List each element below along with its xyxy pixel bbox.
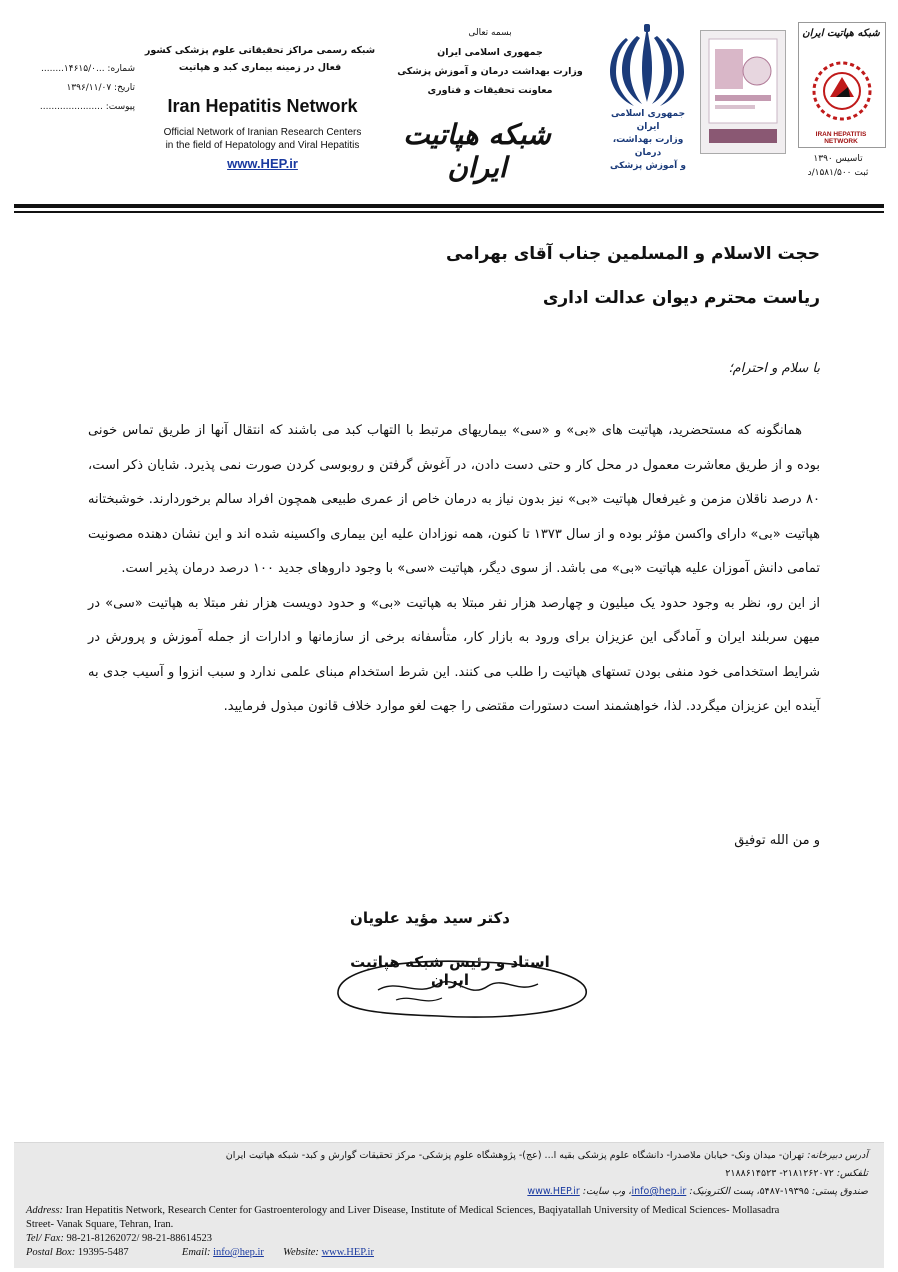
stamp-artwork-icon	[701, 31, 785, 153]
ministry-heading	[385, 24, 595, 100]
footer-pobox-label-fa: صندوق پستی:	[811, 1186, 868, 1197]
network-fa-line2: فعال در زمینه بیماری کبد و هپاتیت	[178, 62, 342, 73]
footer-phone-label-fa: تلفکس:	[836, 1168, 868, 1179]
footer-contact-en	[26, 1246, 374, 1259]
registration-info	[790, 152, 886, 180]
footer-email-label-en: Email:	[181, 1247, 211, 1258]
emblem-caption-line2: وزارت بهداشت، درمان	[612, 135, 684, 158]
footer-address-fa	[226, 1150, 868, 1161]
signatory-name: دکتر سید مؤید علویان	[350, 909, 510, 927]
footer-pobox-value-fa: ۱۹۳۹۵-۵۴۸۷	[759, 1186, 809, 1197]
letter-number: شماره: ...۱۴۶۱۵/۰........	[41, 64, 135, 74]
logo-caption-en: IRAN HEPATITIS NETWORK	[815, 131, 867, 145]
footer-phone-fa	[725, 1168, 868, 1179]
logo-calligraphy: شبکه هپاتیت ایران	[802, 28, 880, 39]
bismillah: بسمه تعالی	[468, 28, 512, 38]
ministry-line1: جمهوری اسلامی ایران	[437, 47, 543, 58]
network-description-fa	[140, 42, 380, 76]
network-logo-icon	[799, 23, 885, 147]
network-subtitle-en	[140, 126, 385, 152]
footer-email-label-fa: پست الکترونیک:	[689, 1186, 754, 1197]
greeting: با سلام و احترام؛	[728, 361, 820, 376]
footer-address-value-fa: تهران- میدان ونک- خیابان ملاصدرا- دانشگاه علوم پزشکی بقیه ا... (عج)- پژوهشگاه علوم پزشکی- مرکز تحقیقات گوارش و کبد- شبکه هپاتیت ایران	[225, 1150, 805, 1161]
emblem-caption-line3: و آموزش پزشکی	[610, 161, 686, 171]
letter-date: تاریخ: ۱۳۹۶/۱۱/۰۷	[66, 83, 135, 93]
ministry-line3: معاونت تحقیقات و فناوری	[427, 85, 553, 96]
closing-line: و من الله توفیق	[734, 833, 820, 848]
network-website-link[interactable]: www.HEP.ir	[227, 156, 298, 171]
footer-email-link-en[interactable]: info@hep.ir	[213, 1247, 264, 1258]
letter-reference	[30, 60, 135, 117]
paragraph-1: همانگونه که مستحضرید، هپاتیت های «بی» و «سی» بیماریهای مرتبط با التهاب کبد می باشند که انتقال آنها از طریق تماس خونی بوده و از طریق معاشرت معمول در محل کار و حتی دست دادن، در آغوش گرفتن و روبوسی کردن صورت نمی پذیرد. شایان ذکر است، ۸۰ درصد ناقلان مزمن و غیرفعال هپاتیت «بی» نیز بدون نیاز به درمان خاص از عمری طبیعی همچون افراد سالم برخوردارند. خوشبختانه هپاتیت «بی» دارای واکسن مؤثر بوده و از سال ۱۳۷۳ تا کنون، همه نوزادان علیه این بیماری واکسینه شده اند و این نشان دهنده مصونیت تمامی دانش آموزان علیه هپاتیت «بی» می باشد. از سوی دیگر، هپاتیت «سی» با وجود داروهای جدید ۱۰۰ درصد درمان پذیر است.	[88, 423, 820, 576]
addressee-line2: ریاست محترم دیوان عدالت اداری	[542, 288, 820, 308]
footer-address-value-en: Iran Hepatitis Network, Research Center for Gastroenterology and Liver Disease, Institute of Medical Sciences, Baqiyatallah University of Medical Sciences- Mollasadra	[65, 1205, 780, 1216]
founded-year: تاسیس ۱۳۹۰	[813, 154, 863, 164]
footer-address-en-line1	[26, 1204, 779, 1217]
footer-address-label-fa: آدرس دبیرخانه:	[807, 1150, 868, 1161]
footer-tel-en	[26, 1232, 212, 1245]
footer-address-label-en: Address:	[26, 1205, 63, 1216]
footer-web-label-fa: وب سایت:	[582, 1186, 626, 1197]
letter-body	[88, 414, 820, 725]
handwritten-signature	[318, 954, 598, 1024]
network-fa-line1: شبکه رسمی مراکز تحقیقاتی علوم پزشکی کشور	[144, 45, 376, 56]
footer-pobox-label-en: Postal Box:	[26, 1247, 76, 1258]
emblem-caption-line1: جمهوری اسلامی ایران	[610, 109, 686, 132]
footer-pobox-value-en: 19395-5487	[77, 1247, 129, 1258]
paragraph-2: از این رو، نظر به وجود حدود یک میلیون و چهارصد هزار نفر مبتلا به هپاتیت «بی» و حدود دویست هزار نفر مبتلا به هپاتیت «سی» در میهن سربلند ایران و آمادگی این عزیزان برای ورود به بازار کار، متأسفانه برخی از سازمانها و ادارات از جمله آموزش و پرورش در شرایط استخدامی خود منفی بودن تستهای هپاتیت را طلب می کنند. این شرط استخدام مبنای علمی ندارد و سبب انزوا و آسیب جدی به آینده این عزیزان میگردد. لذا، خواهشمند است دستورات مقتضی را جهت لغو موارد خلاف قانون مبذول فرمایید.	[88, 595, 820, 714]
footer-contact-fa: صندوق پستی: ۱۹۳۹۵-۵۴۸۷، پست الکترونیک: info@hep.ir، وب سایت: www.HEP.ir	[527, 1186, 868, 1197]
header-divider-thick	[14, 204, 884, 208]
footer-web-link-en[interactable]: www.HEP.ir	[321, 1247, 374, 1258]
letter-attachment: پیوست: ......................	[39, 102, 135, 112]
signatory-title: استاد و رئیس شبکه هپاتیت ایران	[350, 953, 550, 989]
postage-stamp-image	[700, 30, 786, 154]
hepatitis-network-logo	[798, 22, 886, 148]
brand-calligraphy: شبکه هپاتیت ایران	[403, 118, 551, 184]
footer-phone-value-fa: ۲۱۸۱۲۶۲۰۷۲- ۲۱۸۸۶۱۴۵۲۳	[725, 1168, 834, 1179]
footer-web-label-en: Website:	[283, 1247, 319, 1258]
footer-address-en-line2: Street- Vanak Square, Tehran, Iran.	[26, 1219, 174, 1230]
ministry-emblem-caption	[600, 108, 696, 173]
ministry-line2: وزارت بهداشت درمان و آموزش پزشکی	[397, 66, 583, 77]
footer-email-link-fa[interactable]: info@hep.ir	[631, 1186, 687, 1197]
header-divider-thin	[14, 211, 884, 213]
network-en-sub2: in the field of Hepatology and Viral Hepatitis	[165, 140, 360, 151]
network-en-sub1: Official Network of Iranian Research Centers	[163, 127, 362, 138]
footer-tel-label-en: Tel/ Fax:	[26, 1233, 64, 1244]
addressee-line1: حجت الاسلام و المسلمین جناب آقای بهرامی	[446, 244, 820, 264]
network-title-en: Iran Hepatitis Network	[167, 96, 358, 116]
footer-web-link-fa[interactable]: www.HEP.ir	[527, 1186, 580, 1197]
registration-number: ثبت ۱۵۸۱/۵۰۰/د	[807, 168, 869, 178]
footer-tel-value-en: 98-21-81262072/ 98-21-88614523	[66, 1233, 212, 1244]
